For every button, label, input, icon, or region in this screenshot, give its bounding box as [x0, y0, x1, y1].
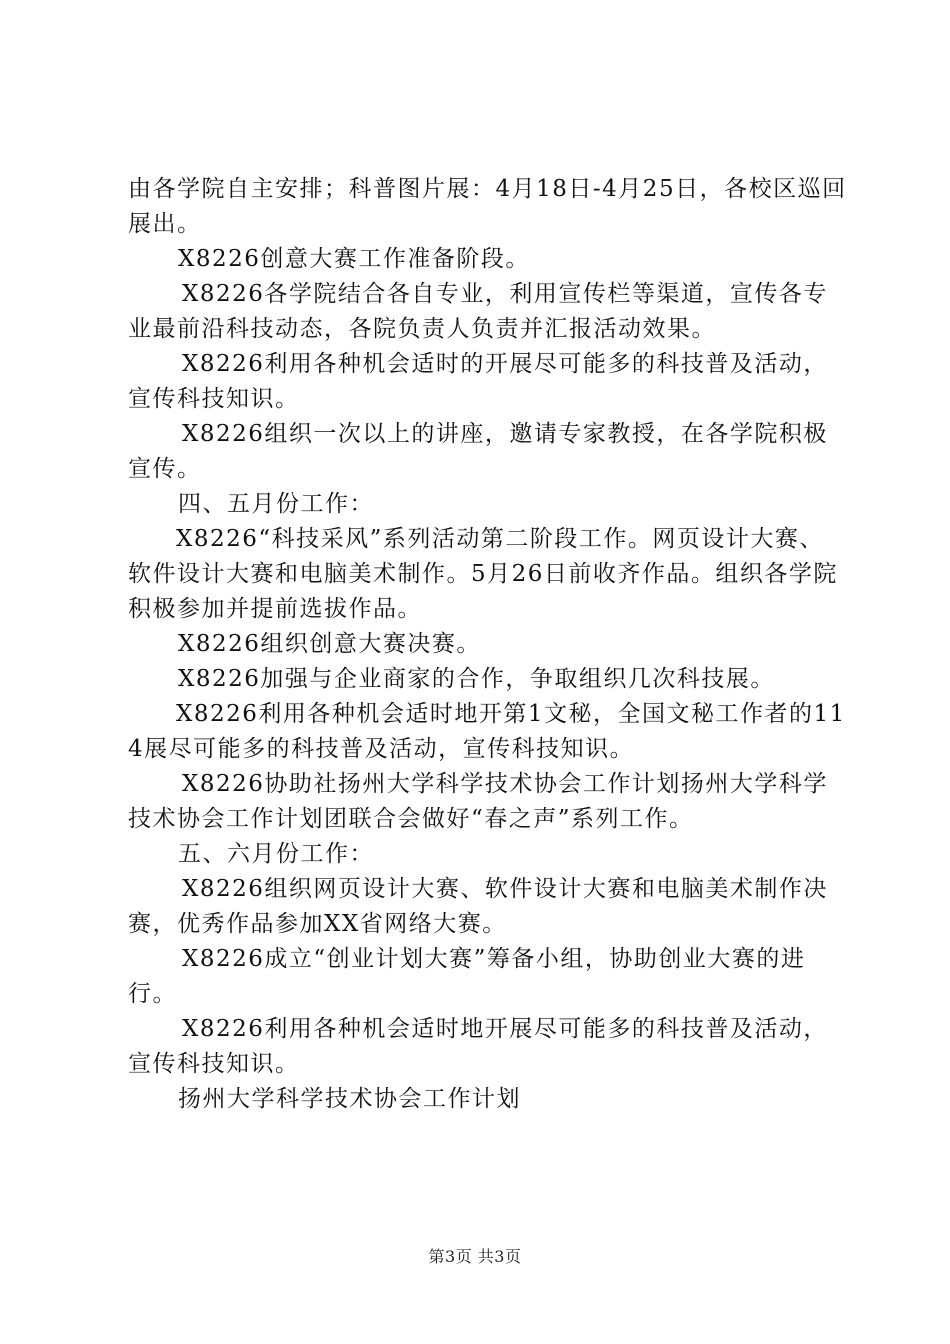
paragraph: X8226“科技采风”系列活动第二阶段工作。网页设计大赛、软件设计大赛和电脑美术制作。5月26日前收齐作品。组织各学院积极参加并提前选拔作品。 [128, 526, 838, 622]
paragraph: X8226加强与企业商家的合作，争取组织几次科技展。 [178, 666, 775, 692]
page-number-footer: 第3页 共3页 [428, 1247, 522, 1266]
paragraph: X8226创意大赛工作准备阶段。 [178, 246, 530, 272]
section-heading: 五、六月份工作： [178, 841, 374, 867]
paragraph: X8226利用各种机会适时的开展尽可能多的科技普及活动，宣传科技知识。 [128, 351, 828, 412]
section-heading: 四、五月份工作： [178, 491, 374, 517]
paragraph: X8226组织创意大赛决赛。 [178, 631, 481, 657]
paragraph: X8226各学院结合各自专业，利用宣传栏等渠道，宣传各专业最前沿科技动态，各院负责人负责并汇报活动效果。 [128, 281, 828, 342]
paragraph: X8226组织一次以上的讲座，邀请专家教授，在各学院积极宣传。 [128, 421, 828, 482]
paragraph: X8226组织网页设计大赛、软件设计大赛和电脑美术制作决赛，优秀作品参加XX省网络大赛。 [128, 876, 828, 937]
paragraph: X8226利用各种机会适时地开第1文秘，全国文秘工作者的114展尽可能多的科技普及活动，宣传科技知识。 [128, 701, 846, 762]
document-body [128, 172, 848, 1117]
paragraph: 由各学院自主安排；科普图片展：4月18日-4月25日，各校区巡回展出。 [128, 176, 847, 237]
paragraph: X8226利用各种机会适时地开展尽可能多的科技普及活动，宣传科技知识。 [128, 1016, 828, 1077]
document-closing-title: 扬州大学科学技术协会工作计划 [178, 1086, 521, 1112]
paragraph: X8226成立“创业计划大赛”筹备小组，协助创业大赛的进行。 [128, 946, 806, 1007]
paragraph: X8226协助社扬州大学科学技术协会工作计划扬州大学科学技术协会工作计划团联合会做好“春之声”系列工作。 [128, 771, 828, 832]
